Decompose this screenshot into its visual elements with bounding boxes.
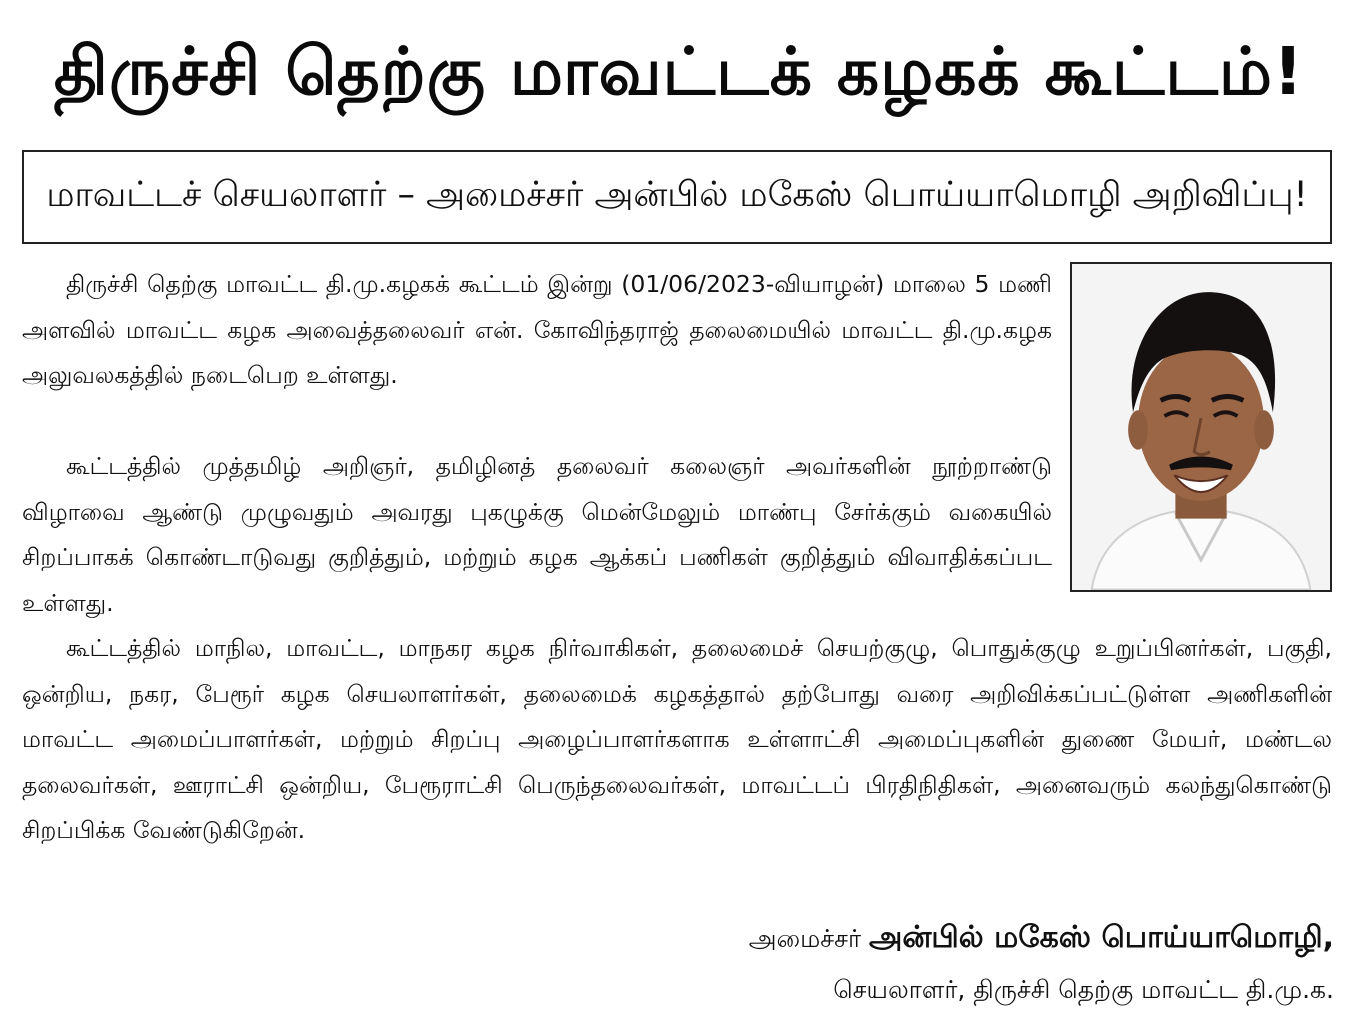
paragraph-3-text: கூட்டத்தில் மாநில, மாவட்ட, மாநகர கழக நிர்வாகிகள், தலைமைச் செயற்குழு, பொதுக்குழு உறுப்பினர்கள், பகுதி, ஒன்றிய, நகர, பேரூர் கழக செயலாளர்கள், தலைமைக் கழகத்தால் தற்போது வரை அறிவிக்கப்பட்டுள்ள அணிகளின் மாவட்ட அமைப்பாளர்கள், மற்றும் சிறப்பு அழைப்பாளர்களாக உள்ளாட்சி அமைப்புகளின் துணை மேயர், மண்டல தலைவர்கள், ஊராட்சி ஒன்றிய, பேரூராட்சி பெருந்தலைவர்கள், மாவட்டப் பிரதிநிதிகள், அனைவரும் கலந்துகொண்டு சிறப்பிக்க வேண்டுகிறேன். [22, 634, 1332, 844]
signature-designation: செயலாளர், திருச்சி தெற்கு மாவட்ட தி.மு.க. [833, 975, 1334, 1004]
subheadline-box [22, 150, 1332, 244]
paragraph-2 [22, 444, 1052, 626]
portrait-photo-icon [1072, 264, 1330, 590]
portrait-photo [1070, 262, 1332, 592]
subheadline: மாவட்டச் செயலாளர் – அமைச்சர் அன்பில் மகேஸ் பொய்யாமொழி அறிவிப்பு! [46, 175, 1308, 215]
signature-title: அமைச்சர் [748, 924, 862, 953]
paragraph-1 [22, 262, 1052, 399]
paragraph-1-text: திருச்சி தெற்கு மாவட்ட தி.மு.கழகக் கூட்டம் இன்று (01/06/2023-வியாழன்) மாலை 5 மணி அளவில் மாவட்ட கழக அவைத்தலைவர் என். கோவிந்தராஜ் தலைமையில் மாவட்ட தி.மு.கழக அலுவலகத்தில் நடைபெற உள்ளது. [22, 270, 1052, 389]
signature-line [749, 916, 1334, 961]
paragraph-3 [22, 626, 1332, 854]
paragraph-2-text: கூட்டத்தில் முத்தமிழ் அறிஞர், தமிழினத் தலைவர் கலைஞர் அவர்களின் நூற்றாண்டு விழாவை ஆண்டு முழுவதும் அவரது புகழுக்கு மென்மேலும் மாண்பு சேர்க்கும் வகையில் சிறப்பாகக் கொண்டாடுவது குறித்தும், மற்றும் கழக ஆக்கப் பணிகள் குறித்தும் விவாதிக்கப்பட உள்ளது. [22, 452, 1052, 617]
signature-name: அன்பில் மகேஸ் பொய்யாமொழி, [869, 920, 1334, 955]
headline: திருச்சி தெற்கு மாவட்டக் கழகக் கூட்டம்! [53, 33, 1305, 110]
